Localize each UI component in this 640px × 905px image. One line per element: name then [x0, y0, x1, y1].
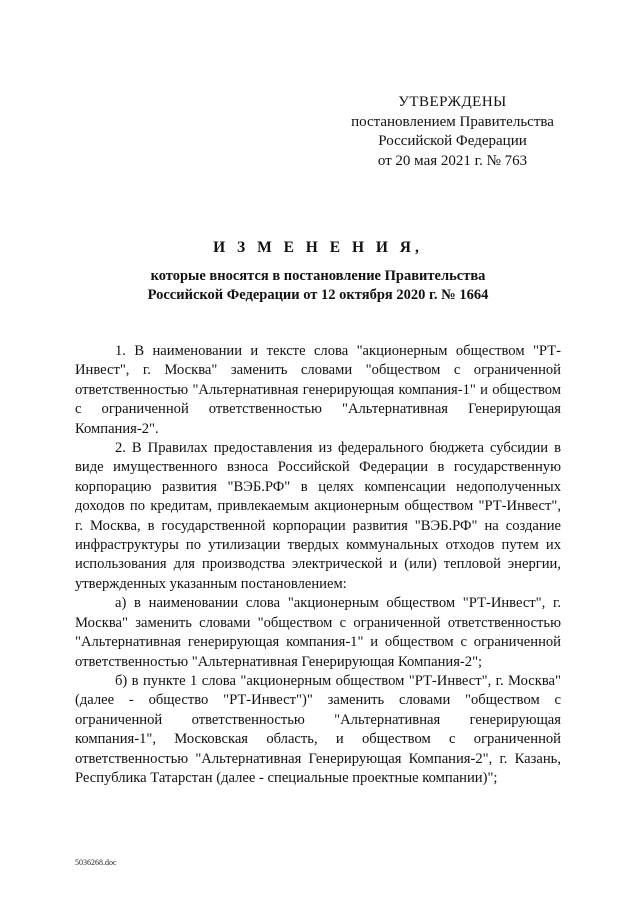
paragraph-2a: а) в наименовании слова "акционерным обществом "РТ-Инвест", г. Москва" заменить словами "обществом с ограниченной ответственностью "Альтернативная генерирующая компания-1" и обществом с ограниченной ответственностью "Альтернативная Генерирующая Компания-2";: [75, 595, 561, 670]
document-subtitle-line-2: Российской Федерации от 12 октября 2020 г. № 1664: [147, 287, 489, 303]
document-subtitle: [75, 267, 561, 305]
document-body: [75, 342, 561, 788]
title-block: [75, 239, 561, 305]
footer-file-code: 5036268.doc: [75, 858, 117, 867]
paragraph-2: 2. В Правилах предоставления из федерального бюджета субсидии в виде имущественного взноса Российской Федерации в государственную корпорацию развития "ВЭБ.РФ" в целях компенсации недополученных доходов по кредитам, привлекаемым акционерным обществом "РТ-Инвест", г. Москва, в государственной корпорации развития "ВЭБ.РФ" на создание инфраструктуры по утилизации твердых коммунальных отходов путем их использования для производства электрической и (или) тепловой энергии, утвержденных указанным постановлением:: [75, 440, 561, 592]
paragraph-1: 1. В наименовании и тексте слова "акционерным обществом "РТ-Инвест", г. Москва" заменить словами "обществом с ограниченной ответственностью "Альтернативная генерирующая компания-1" и обществом с ограниченной ответственностью "Альтернативная Генерирующая Компания-2".: [75, 343, 561, 437]
approval-line-2: Российской Федерации: [378, 133, 527, 149]
paragraph-2b: б) в пункте 1 слова "акционерным обществом "РТ-Инвест", г. Москва" (далее - общество "РТ-Инвест")" заменить словами "обществом с ограниченной ответственностью "Альтернативная генерирующая компания-1", Московская область, и обществом с ограниченной ответственностью "Альтернативная Генерирующая Компания-2", г. Казань, Республика Татарстан (далее - специальные проектные компании)";: [75, 672, 561, 786]
document-title: И З М Е Н Е Н И Я,: [213, 239, 423, 256]
approval-block: [330, 93, 575, 171]
approval-date-number: от 20 мая 2021 г. № 763: [377, 152, 528, 169]
approval-title: УТВЕРЖДЕНЫ: [398, 94, 507, 110]
document-subtitle-line-1: которые вносятся в постановление Правительства: [150, 268, 486, 284]
approval-line-1: постановлением Правительства: [351, 113, 554, 130]
